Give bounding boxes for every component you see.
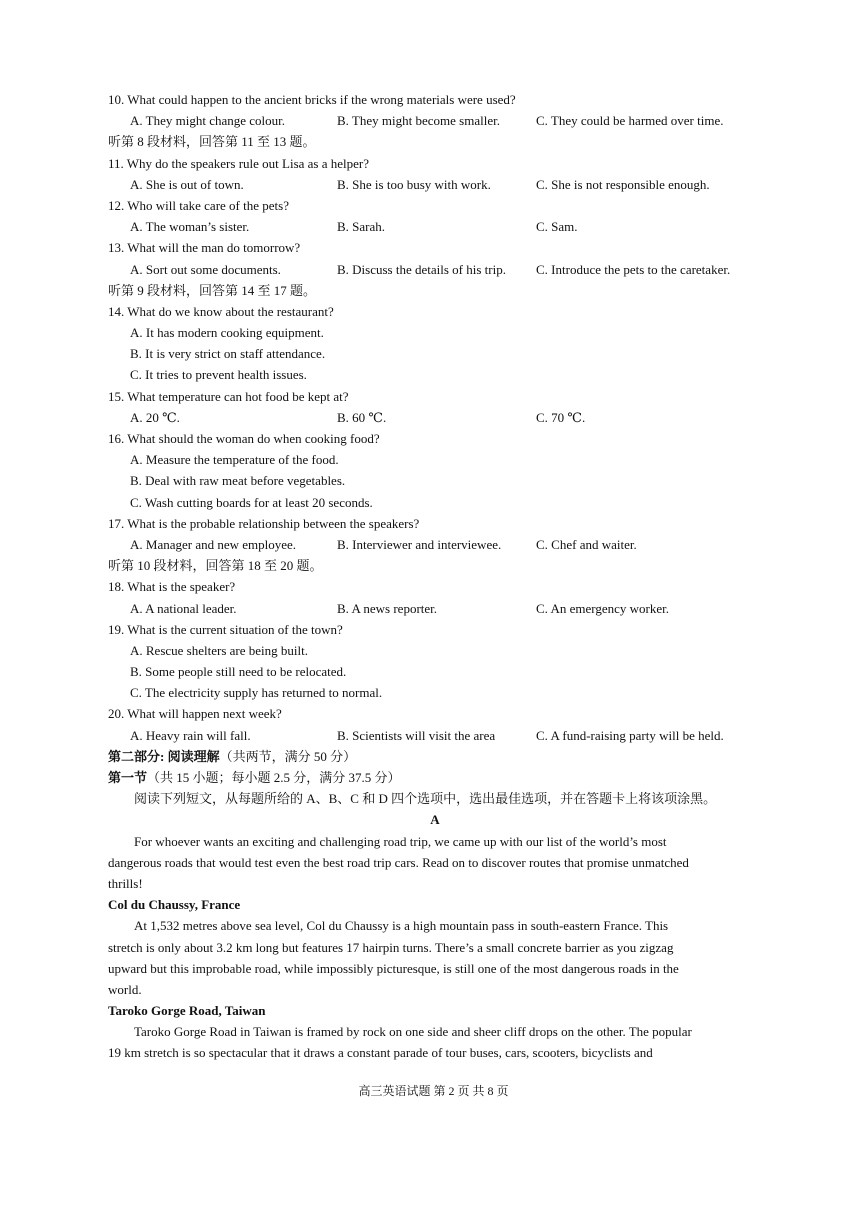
part-two-heading: [108, 746, 762, 767]
question-11-options: [108, 174, 762, 195]
part-two-title: 第二部分: 阅读理解: [108, 748, 220, 764]
option-b: B. Deal with raw meat before vegetables.: [130, 473, 346, 489]
intro-line-2: dangerous roads that would test even the best road trip cars. Read on to discover routes that promise unmatched: [108, 854, 689, 870]
question-17: 17. What is the probable relationship between the speakers?: [108, 515, 420, 531]
section-one-heading: [108, 767, 762, 788]
question-13: 13. What will the man do tomorrow?: [108, 240, 301, 256]
part-two-note: （共两节，满分 50 分）: [219, 748, 357, 764]
option-a: A. She is out of town.: [130, 176, 244, 192]
passage-label: A: [430, 812, 440, 828]
option-b: B. 60 ℃.: [337, 409, 387, 425]
option-c: C. The electricity supply has returned to normal.: [130, 685, 383, 701]
option-b: B. Scientists will visit the area: [337, 727, 496, 743]
p2-line-2: 19 km stretch is so spectacular that it draws a constant parade of tour buses, cars, scooters, bicyclists and: [108, 1045, 653, 1061]
option-b: B. Some people still need to be relocated.: [130, 664, 347, 680]
option-b: B. Interviewer and interviewee.: [337, 536, 502, 552]
option-b: B. She is too busy with work.: [337, 176, 491, 192]
page-footer: 高三英语试题 第 2 页 共 8 页: [358, 1084, 509, 1098]
section-instruction-9: 听第 9 段材料，回答第 14 至 17 题。: [108, 282, 317, 298]
p2-line-1: Taroko Gorge Road in Taiwan is framed by rock on one side and sheer cliff drops on the other. The popular: [134, 1024, 692, 1040]
question-19: 19. What is the current situation of the town?: [108, 621, 343, 637]
question-15: 15. What temperature can hot food be kept at?: [108, 388, 349, 404]
question-10-options: [108, 110, 762, 131]
heading-taroko-gorge: Taroko Gorge Road, Taiwan: [108, 1003, 266, 1019]
option-c: C. Chef and waiter.: [536, 536, 637, 552]
option-b: B. Discuss the details of his trip.: [337, 261, 506, 277]
question-18-options: [108, 598, 762, 619]
option-a: A. It has modern cooking equipment.: [130, 325, 324, 341]
heading-col-du-chaussy: Col du Chaussy, France: [108, 897, 241, 913]
question-11: 11. Why do the speakers rule out Lisa as a helper?: [108, 155, 369, 171]
question-17-options: [108, 534, 762, 555]
section-instruction-8: 听第 8 段材料，回答第 11 至 13 题。: [108, 134, 316, 150]
option-c: C. It tries to prevent health issues.: [130, 367, 307, 383]
section-one-note: （共 15 小题；每小题 2.5 分，满分 37.5 分）: [147, 770, 401, 785]
p1-line-4: world.: [108, 981, 142, 997]
option-a: A. Sort out some documents.: [130, 261, 281, 277]
option-c: C. They could be harmed over time.: [536, 113, 724, 129]
question-14: 14. What do we know about the restaurant?: [108, 303, 334, 319]
option-c: C. She is not responsible enough.: [536, 176, 710, 192]
option-a: A. Heavy rain will fall.: [130, 727, 251, 743]
question-13-options: [108, 259, 762, 280]
question-10: 10. What could happen to the ancient bricks if the wrong materials were used?: [108, 92, 516, 107]
intro-line-1: For whoever wants an exciting and challenging road trip, we came up with our list of the world’s most: [134, 833, 667, 849]
p1-line-2: stretch is only about 3.2 km long but features 17 hairpin turns. There’s a small concrete barrier as you zigzag: [108, 939, 674, 955]
p1-line-3: upward but this improbable road, while impossibly picturesque, is still one of the most dangerous roads in the: [108, 960, 679, 976]
option-c: C. Introduce the pets to the caretaker.: [536, 261, 731, 277]
option-a: A. Rescue shelters are being built.: [130, 642, 308, 658]
option-c: C. Wash cutting boards for at least 20 seconds.: [130, 494, 373, 510]
section-instruction-10: 听第 10 段材料，回答第 18 至 20 题。: [108, 558, 323, 574]
option-a: A. A national leader.: [130, 600, 237, 616]
option-c: C. An emergency worker.: [536, 600, 669, 616]
reading-instruction: 阅读下列短文，从每题所给的 A、B、C 和 D 四个选项中，选出最佳选项，并在答题卡上将该项涂黑。: [134, 791, 717, 807]
question-20-options: [108, 725, 762, 746]
question-16: 16. What should the woman do when cooking food?: [108, 431, 380, 446]
exam-page: [108, 89, 762, 1064]
intro-line-3: thrills!: [108, 875, 143, 891]
option-c: C. A fund-raising party will be held.: [536, 727, 724, 743]
option-a: A. Manager and new employee.: [130, 536, 297, 552]
option-a: A. They might change colour.: [130, 113, 286, 129]
question-15-options: [108, 407, 762, 428]
p1-line-1: At 1,532 metres above sea level, Col du Chaussy is a high mountain pass in south-eastern France. This: [134, 918, 669, 934]
option-b: B. They might become smaller.: [337, 113, 500, 129]
question-12-options: [108, 216, 762, 237]
option-a: A. Measure the temperature of the food.: [130, 452, 339, 468]
option-b: B. A news reporter.: [337, 600, 438, 616]
question-18: 18. What is the speaker?: [108, 579, 236, 595]
section-one-title: 第一节: [108, 770, 148, 785]
option-c: C. Sam.: [536, 219, 578, 235]
option-b: B. Sarah.: [337, 219, 386, 235]
option-a: A. 20 ℃.: [130, 409, 180, 425]
question-20: 20. What will happen next week?: [108, 706, 282, 722]
option-b: B. It is very strict on staff attendance.: [130, 346, 326, 362]
question-12: 12. Who will take care of the pets?: [108, 197, 289, 213]
option-a: A. The woman’s sister.: [130, 219, 250, 235]
option-c: C. 70 ℃.: [536, 409, 586, 425]
